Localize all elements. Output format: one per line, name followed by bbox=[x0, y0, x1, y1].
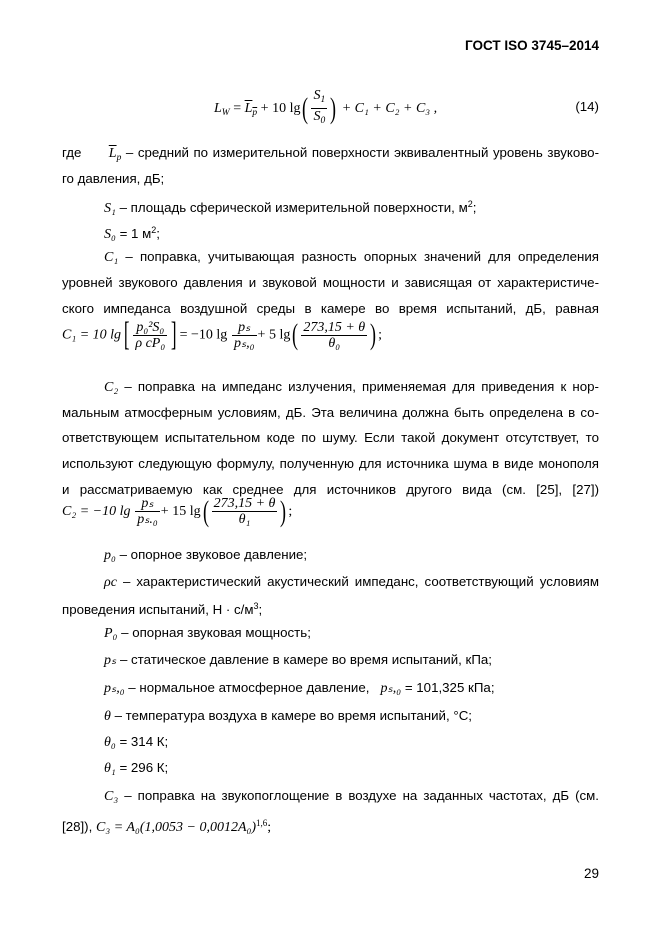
definition-c1-line2: уровней звукового давления и звуковой мощности и зависящая от характеристиче- bbox=[62, 275, 599, 290]
definition-c2-line2: мальным атмосферным условиям, дБ. Эта величина должна быть определена в со- bbox=[62, 405, 599, 420]
definition-rhoc: ρc – характеристический акустический импеданс, соответствующий условиям bbox=[104, 574, 599, 590]
definition-p0: p₀ – опорное звуковое давление; bbox=[104, 547, 308, 563]
formula-14: $L_W = \overline{L}_{\overline{p}} + 10$ lg( $\frac{S_1}{S_0}$ ) + C₁ + C₂ + C₃ , bbox=[214, 88, 438, 126]
definition-c1: C₁ – поправка, учитывающая разность опорных значений для определения bbox=[104, 249, 599, 265]
definition-theta0: θ₀ = 314 К; bbox=[104, 734, 169, 750]
definition-c2-line5: и рассматриваемую как среднее для источников другого вида (см. [25], [27]) bbox=[62, 482, 599, 497]
formula-c3: [28]), $C_3 = A_0(1,0053 - 0,0012A_0)^{1,6}$; bbox=[62, 818, 272, 835]
definition-c1-line3: ского импеданса воздушной среды в камере во время испытаний, дБ, равная bbox=[62, 301, 599, 316]
formula-14-number: (14) bbox=[575, 99, 599, 114]
definition-c2-line4: используют следующую формулу, полученную для источника шума в виде монополя bbox=[62, 456, 599, 471]
formula-c2: C₂ = −10 lg $\frac{\text{pₛ}}{\text{pₛ.₀}}$ + 15 lg( $\frac{273,15 + \theta}{\text{θ₁}}$ ) ; bbox=[62, 494, 293, 528]
definition-P0: P₀ – опорная звуковая мощность; bbox=[104, 625, 311, 641]
definition-lp-cont: го давления, дБ; bbox=[62, 171, 165, 186]
definition-s1: S₁ – площадь сферической измерительной поверхности, $м^2$; bbox=[104, 199, 477, 216]
definition-c2-line3: ответствующем испытательном коде по шуму. Если такой документ отсутствует, то bbox=[62, 430, 599, 445]
definition-c3: C₃ – поправка на звукопоглощение в воздухе на заданных частотах, дБ (см. bbox=[104, 788, 599, 804]
formula-c1: C₁ = 10 lg[ $\frac{\text{p₀²S₀}}{\text{ρ cP₀}}$ ] = −10 lg $\frac{\text{pₛ}}{\text{pₛ,₀}}$ + 5 lg( $\frac{273,15 + \theta}{\text{θ₀}}$ ) ; bbox=[62, 316, 383, 353]
definition-theta: θ – температура воздуха в камере во время испытаний, °С; bbox=[104, 708, 472, 724]
definition-c2: C₂ – поправка на импеданс излучения, применяемая для приведения к нор- bbox=[104, 379, 599, 395]
definition-ps0: pₛ,₀ – нормальное атмосферное давление, pₛ,₀ = 101,325 кПа; bbox=[104, 680, 495, 696]
definition-rhoc-cont: проведения испытаний, $Н \cdot с/м^3$; bbox=[62, 601, 263, 617]
definition-s0: S₀ = 1 $м^2$; bbox=[104, 225, 160, 242]
definition-lp: где $\overline{L}_p$ – средний по измерительной поверхности эквивалентный уровень звуково- bbox=[62, 145, 599, 163]
document-header: ГОСТ ISO 3745–2014 bbox=[465, 38, 599, 53]
page-number: 29 bbox=[583, 866, 599, 881]
definition-theta1: θ₁ = 296 К; bbox=[104, 760, 169, 776]
definition-ps: pₛ – статическое давление в камере во время испытаний, кПа; bbox=[104, 652, 492, 668]
